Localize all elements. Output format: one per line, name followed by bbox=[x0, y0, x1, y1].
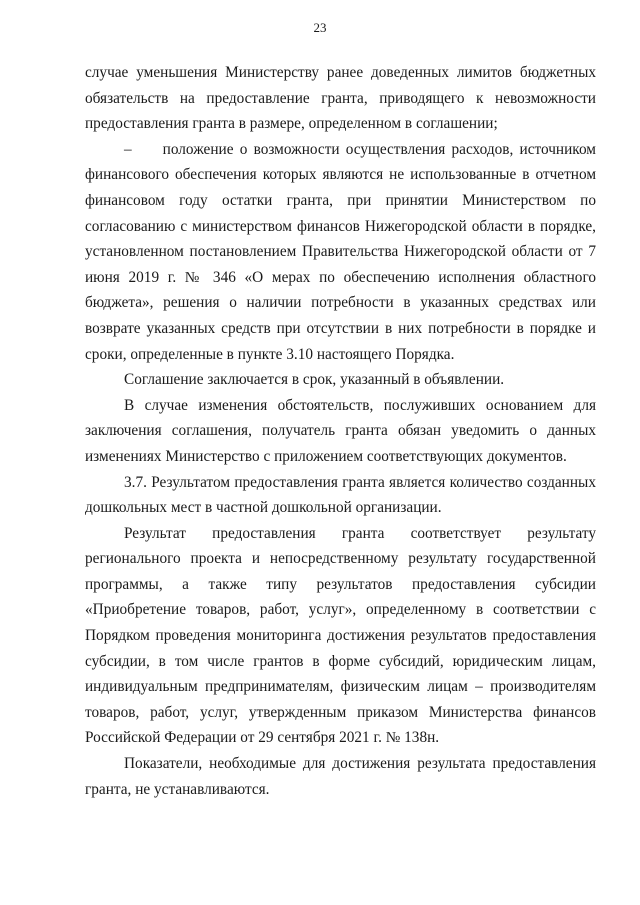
paragraph-change-notice: В случае изменения обстоятельств, послуживших основанием для заключения соглашения, получатель гранта обязан уведомить о данных изменениях Министерство с приложением соответствующих документов. bbox=[85, 396, 596, 465]
list-item-text: положение о возможности осуществления расходов, источником финансового обеспечения которых являются не использованные в отчетном финансовом году остатки гранта, при принятии Министерством по согласованию с министерством финансов Нижегородской области в порядке, установленном постановлением Правительства Нижегородской области от 7 июня 2019 г. № 346 «О мерах по обеспечению исполнения областного бюджета», решения о наличии потребности в указанных средствах или возврате указанных средств при отсутствии в них потребности в порядке и сроки, определенные в пункте 3.10 настоящего Порядка. bbox=[85, 140, 596, 363]
paragraph-section-3-7: 3.7. Результатом предоставления гранта является количество созданных дошкольных мест в частной дошкольной организации. bbox=[85, 473, 596, 517]
document-body bbox=[85, 60, 596, 802]
paragraph-agreement-term: Соглашение заключается в срок, указанный в объявлении. bbox=[124, 371, 505, 389]
paragraph-list-item bbox=[85, 137, 596, 367]
paragraph-grant-result: Результат предоставления гранта соответствует результату регионального проекта и непосредственному результату государственной программы, а также типу результатов предоставления субсидии «Приобретение товаров, работ, услуг», определенному в соответствии с Порядком проведения мониторинга достижения результатов предоставления субсидии, в том числе грантов в форме субсидий, юридическим лицам, индивидуальным предпринимателям, физическим лицам – производителям товаров, работ, услуг, утвержденным приказом Министерства финансов Российской Федерации от 29 сентября 2021 г. № 138н. bbox=[85, 524, 596, 747]
paragraph-indicators: Показатели, необходимые для достижения результата предоставления гранта, не устанавливаются. bbox=[85, 755, 596, 798]
page-number: 23 bbox=[313, 20, 327, 35]
paragraph-continuation: случае уменьшения Министерству ранее доведенных лимитов бюджетных обязательств на предоставление гранта, приводящего к невозможности предоставления гранта в размере, определенном в соглашении; bbox=[85, 64, 596, 133]
list-dash-marker: – bbox=[124, 140, 132, 158]
